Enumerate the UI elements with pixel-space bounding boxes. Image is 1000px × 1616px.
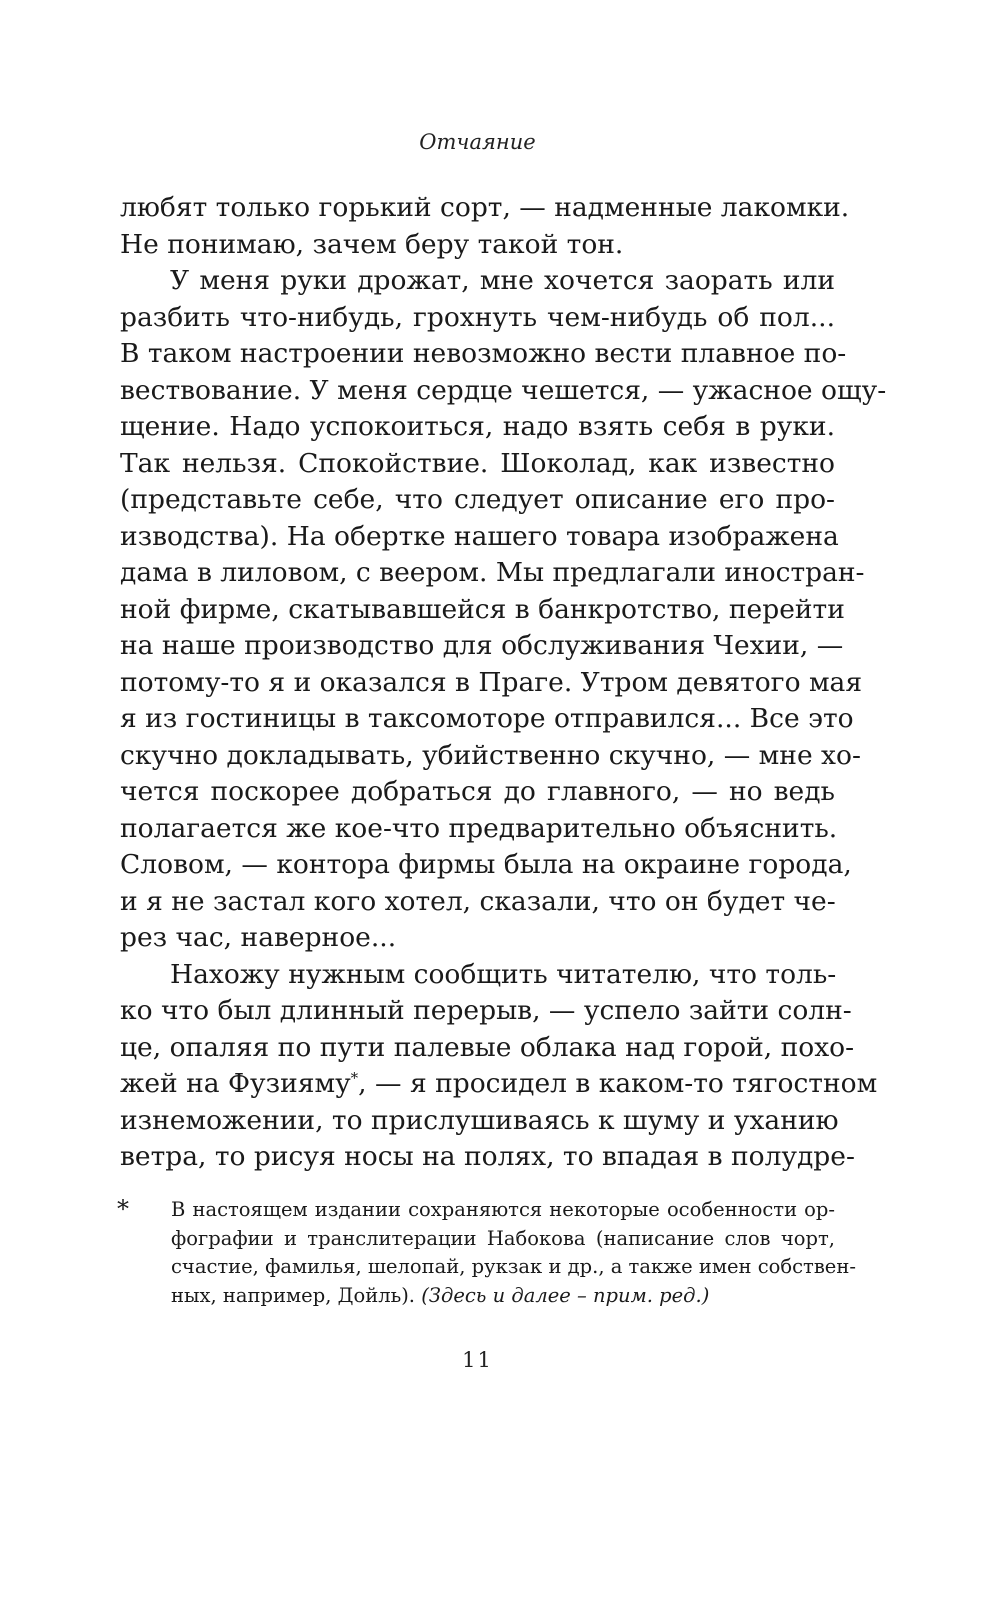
text-line: чется поскорее добраться до главного, — но ведь bbox=[120, 776, 835, 807]
text-line: Словом, — контора фирмы была на окраине города, bbox=[120, 849, 852, 880]
text-line: (представьте себе, что следует описание его про- bbox=[120, 484, 835, 515]
text-line: потому-то я и оказался в Праге. Утром девятого мая bbox=[120, 666, 863, 698]
text-line: жей на Фузияму*, — я просидел в каком-то тягостном bbox=[120, 1068, 878, 1099]
text-line: ветра, то рисуя носы на полях, то впадая в полудре- bbox=[120, 1141, 855, 1172]
text-line: це, опаляя по пути палевые облака над горой, похо- bbox=[120, 1031, 855, 1063]
editor-note: (Здесь и далее – прим. ред.) bbox=[421, 1283, 710, 1307]
footnote-mark: * bbox=[117, 1195, 129, 1223]
footnote bbox=[117, 1195, 856, 1310]
text-line: рез час, наверное... bbox=[120, 922, 397, 953]
text-line: полагается же кое-что предварительно объяснить. bbox=[120, 812, 838, 844]
text-line: вествование. У меня сердце чешется, — ужасное ощу- bbox=[120, 374, 887, 406]
footnote-line: счастие, фамилья, шелопай, рукзак и др., а также имен собствен- bbox=[171, 1255, 856, 1278]
text-line: Нахожу нужным сообщить читателю, что толь- bbox=[170, 958, 837, 990]
footnote-reference[interactable]: * bbox=[350, 1069, 359, 1087]
running-head: Отчаяние bbox=[419, 130, 536, 154]
body-text bbox=[120, 190, 887, 1176]
footnote-line: В настоящем издании сохраняются некоторые особенности ор- bbox=[171, 1198, 835, 1221]
text-line: ко что был длинный перерыв, — успело зайти солн- bbox=[120, 995, 852, 1026]
text-line: изнеможении, то прислушиваясь к шуму и уханию bbox=[120, 1104, 839, 1136]
footnote-line: фографии и транслитерации Набокова (написание слов чорт, bbox=[171, 1226, 835, 1250]
text-line: изводства). На обертке нашего товара изображена bbox=[120, 520, 839, 552]
text-line: В таком настроении невозможно вести плавное по- bbox=[120, 338, 847, 369]
page-number: 11 bbox=[462, 1348, 493, 1372]
text-line: Так нельзя. Спокойствие. Шоколад, как известно bbox=[120, 447, 835, 479]
text-line: Не понимаю, зачем беру такой тон. bbox=[120, 228, 624, 260]
text-line: любят только горький сорт, — надменные лакомки. bbox=[120, 192, 850, 223]
text-line: ной фирме, скатывавшейся в банкротство, перейти bbox=[120, 593, 845, 625]
text-line: разбить что-нибудь, грохнуть чем-нибудь об пол... bbox=[120, 301, 835, 333]
footnote-line: ных, например, Дойль). (Здесь и далее – прим. ред.) bbox=[171, 1283, 710, 1307]
text-line: дама в лиловом, с веером. Мы предлагали иностран- bbox=[120, 557, 865, 588]
text-line: на наше производство для обслуживания Чехии, — bbox=[120, 630, 844, 661]
text-line: щение. Надо успокоиться, надо взять себя в руки. bbox=[120, 411, 835, 442]
text-line: и я не застал кого хотел, сказали, что он будет че- bbox=[120, 885, 836, 917]
text-line: я из гостиницы в таксомоторе отправился... Все это bbox=[120, 703, 854, 734]
footnote-body bbox=[171, 1196, 856, 1310]
text-line: У меня руки дрожат, мне хочется заорать или bbox=[170, 265, 835, 296]
text-line: скучно докладывать, убийственно скучно, — мне хо- bbox=[120, 739, 861, 771]
